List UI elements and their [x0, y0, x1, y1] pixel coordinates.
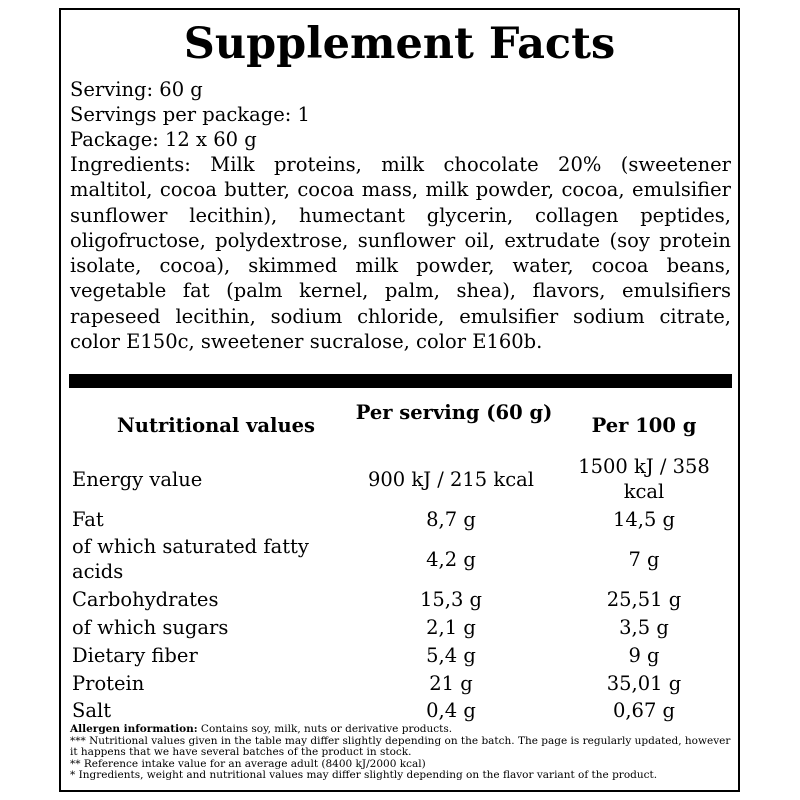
serving-size: Serving: 60 g [70, 78, 203, 101]
row-energy-per-serving: 900 kJ / 215 kcal [367, 468, 535, 491]
allergen-label: Allergen information: [70, 723, 198, 735]
ingredients-list: Ingredients: Milk proteins, milk chocolate 20% (sweetener maltitol, cocoa butter, cocoa mass, milk powder, cocoa, emulsifier sunflower lecithin), humectant glycerin, collagen peptides, oligofructose, polydextrose, sunflower oil, extrudate (soy protein isolate, cocoa), skimmed milk powder, water, cocoa beans, vegetable fat (palm kernel, palm, shea), flavors, emulsifiers rapeseed lecithin, sodium chloride, emulsifier sodium citrate, color E150c, sweetener sucralose, color E160b. [70, 153, 731, 354]
row-salt-per-serving: 0,4 g [426, 699, 476, 722]
package-info: Package: 12 x 60 g [70, 128, 257, 151]
row-sugars-per-serving: 2,1 g [426, 616, 476, 639]
header-per-100g: Per 100 g [591, 414, 697, 437]
supplement-facts-label [59, 8, 740, 792]
footnote-reference-intake: ** Reference intake value for an average adult (8400 kJ/2000 kcal) [70, 757, 426, 770]
allergen-text: Contains soy, milk, nuts or derivative products. [197, 723, 453, 735]
row-energy-per-100g: 1500 kJ / 358 kcal [578, 455, 710, 503]
row-sugars-name: of which sugars [72, 616, 229, 639]
row-fiber-name: Dietary fiber [72, 644, 198, 667]
row-saturated-per-100g: 7 g [628, 548, 660, 571]
row-carbohydrates-per-serving: 15,3 g [419, 588, 483, 611]
row-fat-per-serving: 8,7 g [426, 508, 476, 531]
row-protein-per-serving: 21 g [429, 672, 473, 695]
row-fat-name: Fat [72, 508, 104, 531]
row-salt-name: Salt [72, 699, 112, 722]
row-protein-name: Protein [72, 672, 145, 695]
row-saturated-per-serving: 4,2 g [426, 548, 476, 571]
allergen-info [70, 724, 735, 736]
servings-per-package: Servings per package: 1 [70, 103, 310, 126]
row-carbohydrates-per-100g: 25,51 g [606, 588, 682, 611]
row-fiber-per-serving: 5,4 g [426, 644, 476, 667]
row-carbohydrates-name: Carbohydrates [72, 588, 219, 611]
row-saturated-name: of which saturated fatty acids [72, 535, 309, 583]
row-fat-per-100g: 14,5 g [612, 508, 676, 531]
header-per-serving: Per serving (60 g) [355, 401, 553, 424]
footnote-batch: *** Nutritional values given in the table may differ slightly depending on the batch. The page is regularly updated, however it happens that we have several batches of the product in stock. [70, 734, 731, 759]
footnote-flavor-variant: * Ingredients, weight and nutritional values may differ slightly depending on the flavor variant of the product. [70, 769, 658, 782]
section-divider [69, 374, 732, 388]
row-protein-per-100g: 35,01 g [606, 672, 682, 695]
row-fiber-per-100g: 9 g [628, 644, 660, 667]
row-salt-per-100g: 0,67 g [612, 699, 676, 722]
row-energy-name: Energy value [72, 468, 203, 491]
row-sugars-per-100g: 3,5 g [619, 616, 669, 639]
label-title: Supplement Facts [183, 19, 616, 69]
header-nutritional-values: Nutritional values [116, 414, 316, 437]
footnotes [70, 724, 735, 782]
